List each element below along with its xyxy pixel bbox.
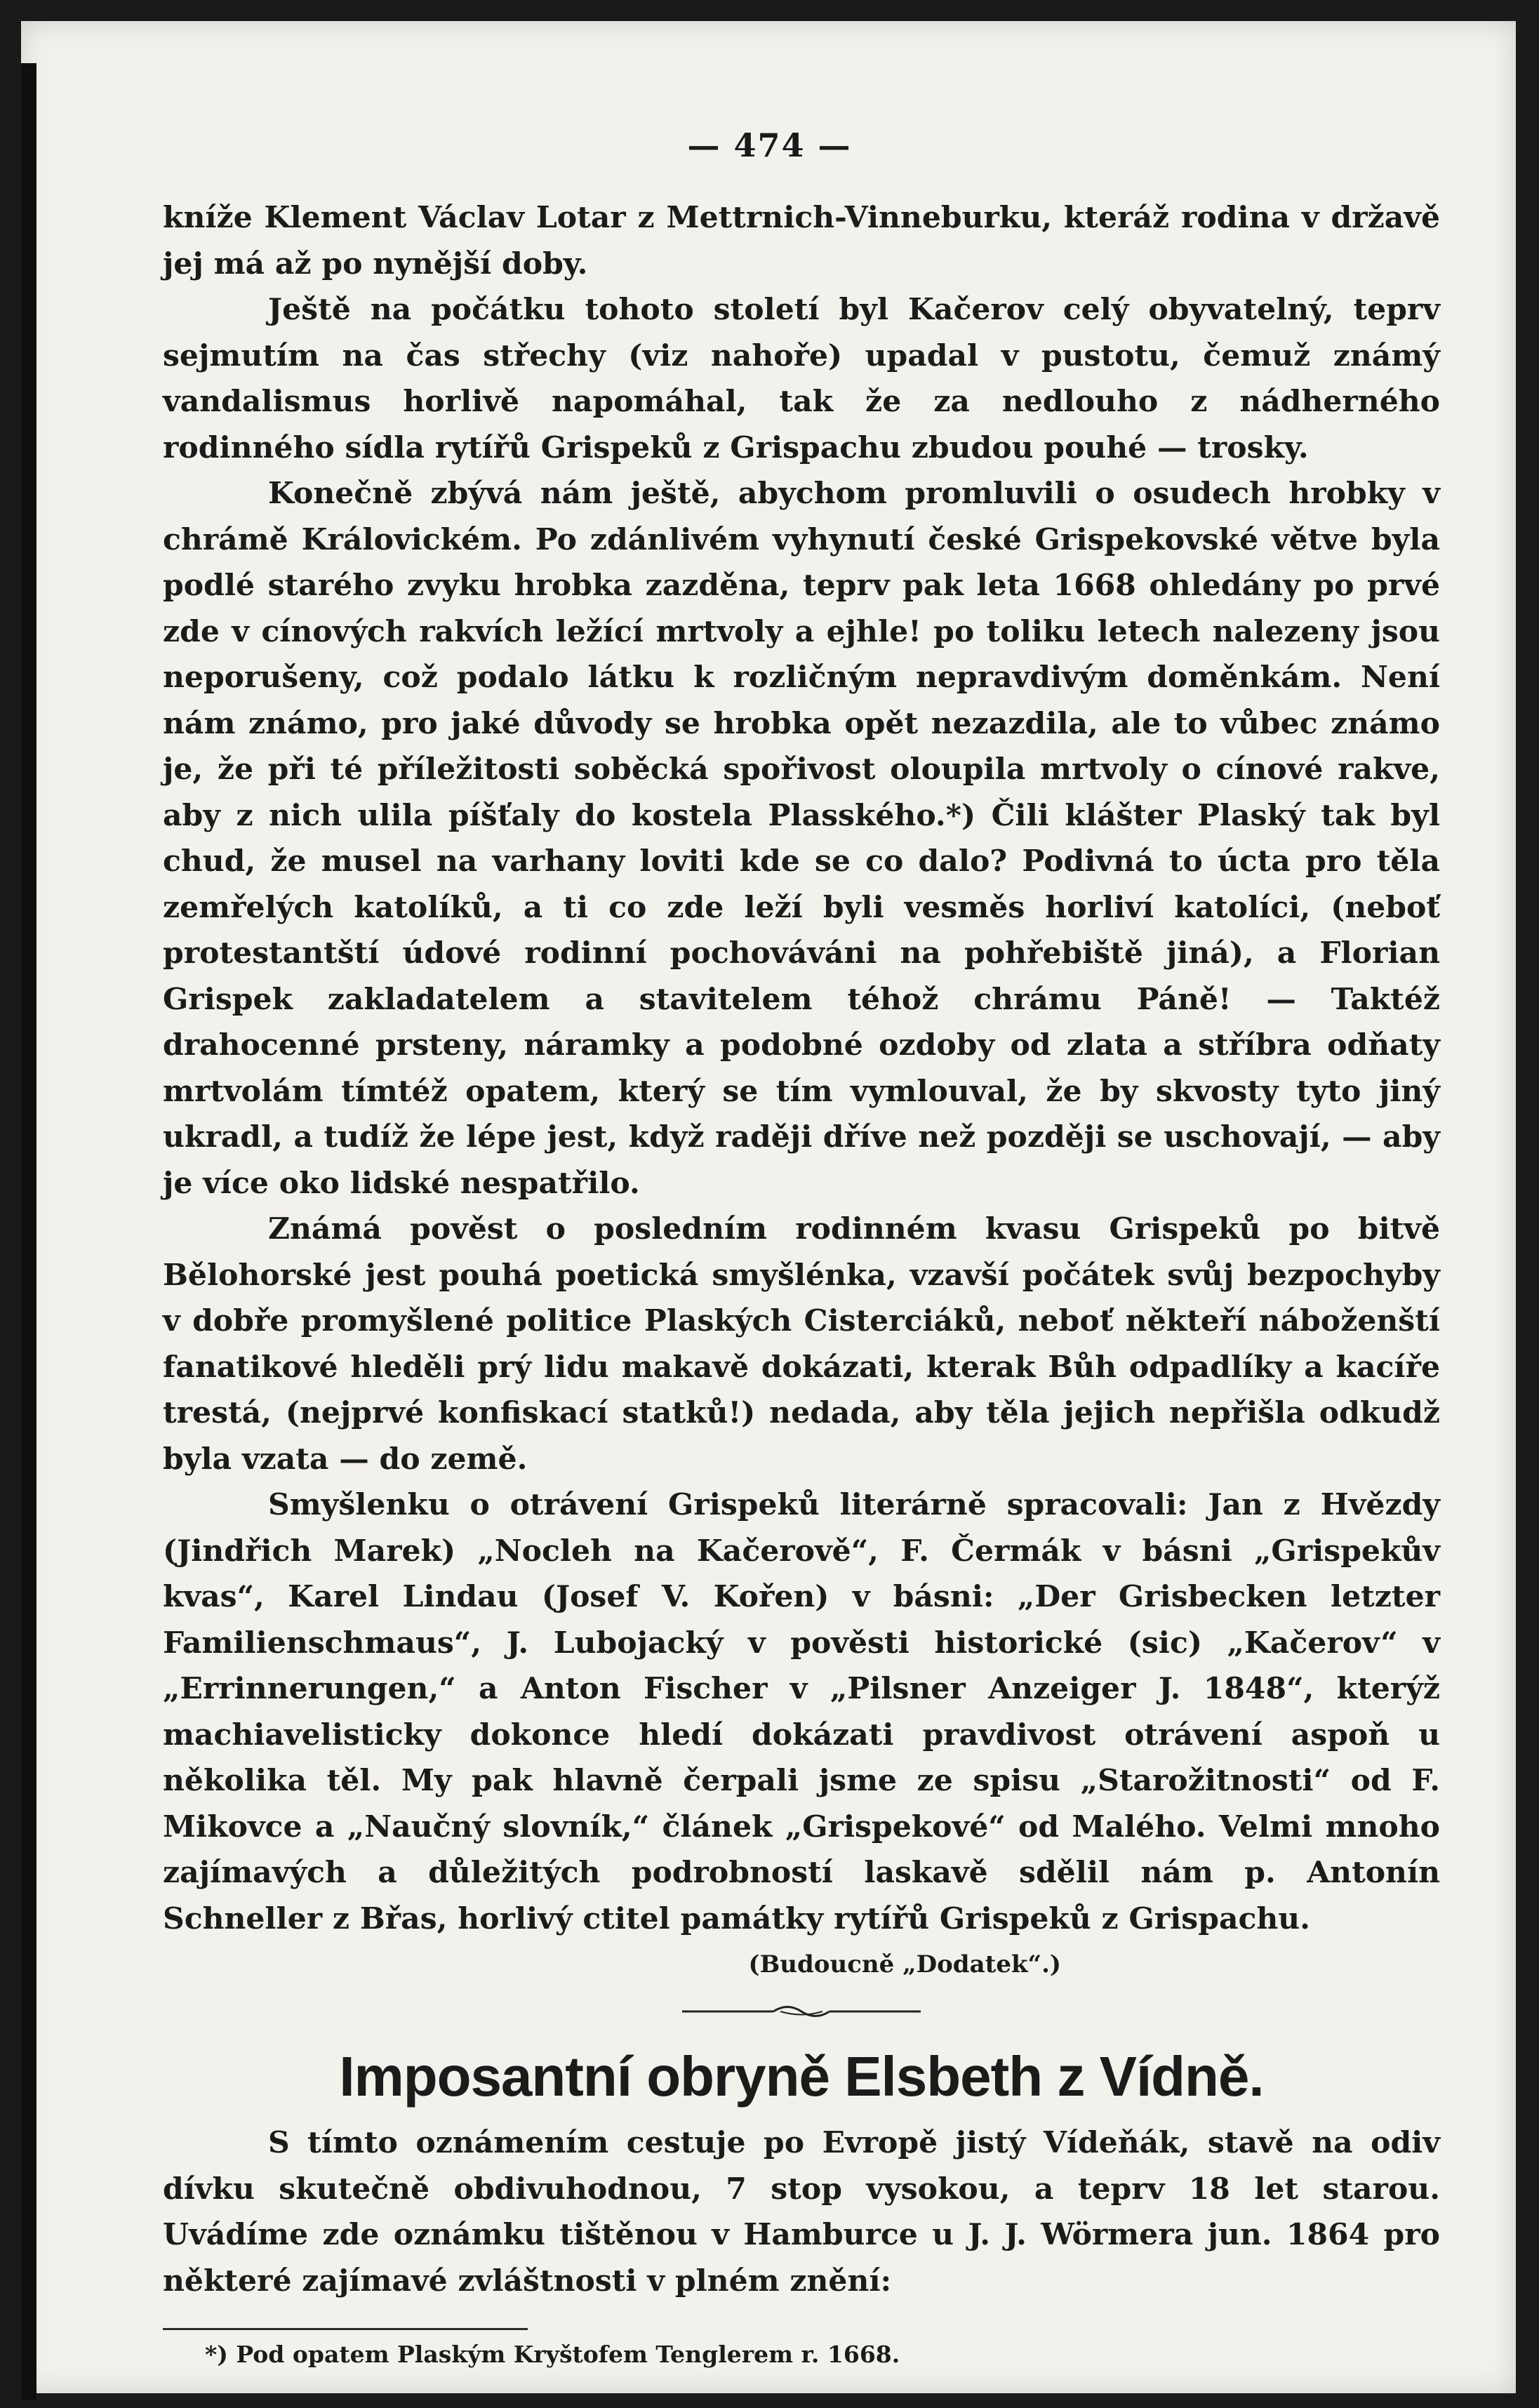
paragraph-1: kníže Klement Václav Lotar z Mettrnich-Vinneburku, kteráž rodina v državě jej má až po nynější doby. (163, 200, 1440, 281)
paragraph-3: Konečně zbývá nám ještě, abychom promluvili o osudech hrobky v chrámě Královickém. Po zdánlivém vyhynutí české Grispekovské větve byla podlé starého zvyku hrobka zazděna, teprv pak leta 1668 ohledány po prvé zde v cínových rakvích ležící mrtvoly a ejhle! po toliku letech nalezeny jsou neporušeny, což podalo látku k rozličným nepravdivým doměnkám. Není nám známo, pro jaké důvody se hrobka opět nezazdila, ale to vůbec známo je, že při té příležitosti soběcká spořivost oloupila mrtvoly o cínové rakve, aby z nich ulila píšťaly do kostela Plasského.*) Čili klášter Plaský tak byl chud, že musel na varhany loviti kde se co dalo? Podivná to úcta pro těla zemřelých katolíků, a ti co zde leží byli vesměs horliví katolíci, (neboť protestantští údové rodinní pochováváni na pohřebiště jiná), a Florian Grispek zakladatelem a stavitelem téhož chrámu Páně! — Taktéž drahocenné prsteny, náramky a podobné ozdoby od zlata a stříbra odňaty mrtvolám tímtéž opatem, který se tím vymlouval, že by skvosty tyto jiný ukradl, a tudíž že lépe jest, když raději dříve než později se uschovají, — aby je více oko lidské nespatřilo. (163, 476, 1440, 1201)
footnote: *) Pod opatem Plaským Kryštofem Tenglerem r. 1668. (205, 2341, 900, 2368)
article-heading: Imposantní obryně Elsbeth z Vídně. (339, 2045, 1264, 2108)
binding-edge (21, 63, 36, 2400)
paragraph-4: Známá pověst o posledním rodinném kvasu Grispeků po bitvě Bělohorské jest pouhá poetická smyšlénka, vzavší počátek svůj bezpochyby v dobře promyšlené politice Plaských Cisterciáků, neboť někteří náboženští fanatikové hleděli prý lidu makavě dokázati, kterak Bůh odpadlíky a kacíře trestá, (nejprvé konfiskací statků!) nedada, aby těla jejich nepřišla odkudž byla vzata — do země. (163, 1211, 1440, 1477)
paragraph-6: S tímto oznámením cestuje po Evropě jistý Vídeňák, stavě na odiv dívku skutečně obdivuhodnou, 7 stop vysokou, a teprv 18 let starou. Uvádíme zde oznámku tištěnou v Hamburce u J. J. Wörmera jun. 1864 pro některé zajímavé zvláštnosti v plném znění: (163, 2125, 1440, 2299)
body-text (163, 195, 1440, 2372)
paragraph-2: Ještě na počátku tohoto století byl Kačerov celý obyvatelný, teprv sejmutím na čas střechy (viz nahoře) upadal v pustotu, čemuž známý vandalismus horlivě napomáhal, tak že za nedlouho z nádherného rodinného sídla rytířů Grispeků z Grispachu zbudou pouhé — trosky. (163, 292, 1440, 465)
footnote-rule (163, 2328, 528, 2330)
continued-note: (Budoucně „Dodatek“.) (748, 1950, 1061, 1978)
paragraph-5: Smyšlenku o otrávení Grispeků literárně spracovali: Jan z Hvězdy (Jindřich Marek) „Nocleh na Kačerově“, F. Čermák v básni „Grispekův kvas“, Karel Lindau (Josef V. Kořen) v básni: „Der Grisbecken letzter Familienschmaus“, J. Lubojacký v pověsti historické (sic) „Kačerov“ v „Errinnerungen,“ a Anton Fischer v „Pilsner Anzeiger J. 1848“, kterýž machiavelisticky dokonce hledí dokázati pravdivost otrávení aspoň u několika těl. My pak hlavně čerpali jsme ze spisu „Starožitnosti“ od F. Mikovce a „Naučný slovník,“ článek „Grispekové“ od Malého. Velmi mnoho zajímavých a důležitých podrobností laskavě sdělil nám p. Antonín Schneller z Břas, horlivý ctitel památky rytířů Grispeků z Grispachu. (163, 1487, 1440, 1936)
ornamental-divider (682, 2001, 921, 2022)
page-number: — 474 — (687, 126, 852, 164)
